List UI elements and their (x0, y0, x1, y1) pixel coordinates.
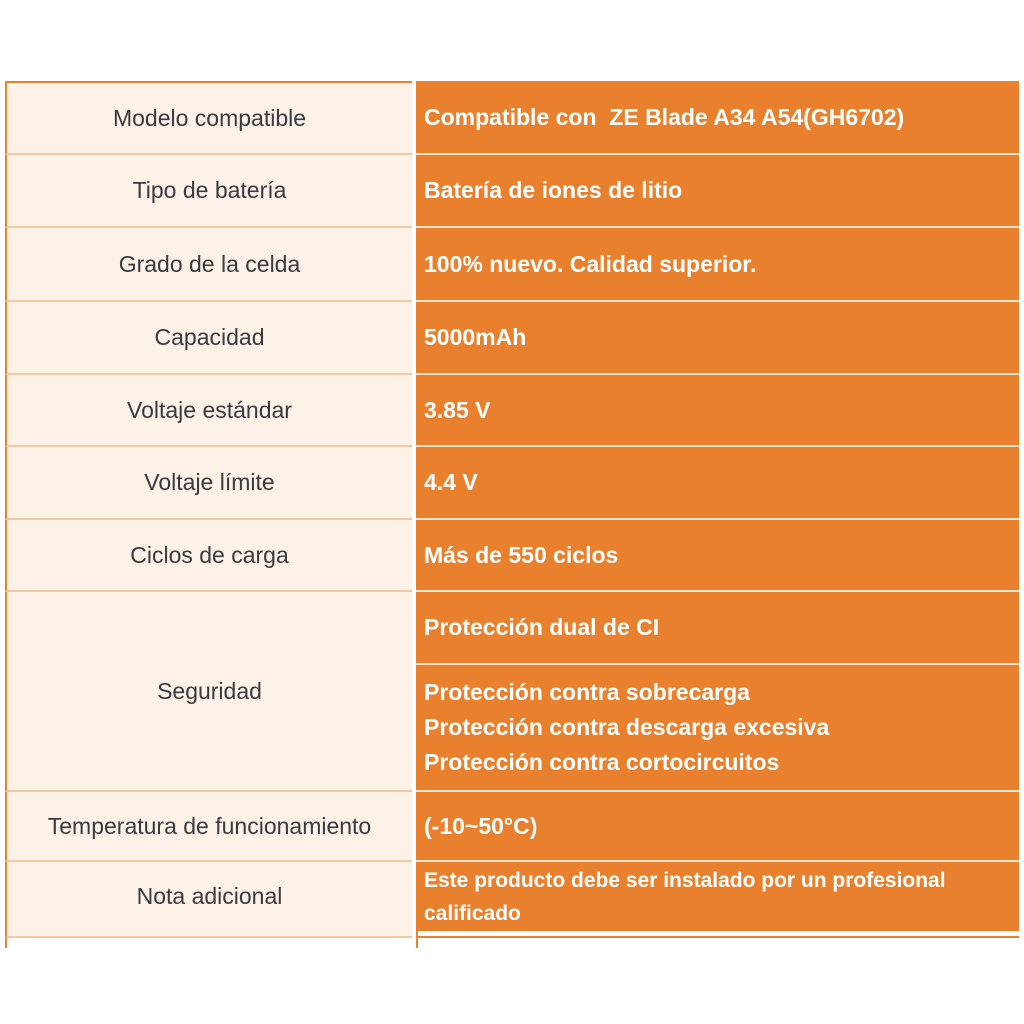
spec-value-column (416, 447, 1019, 520)
spec-value-cell (416, 81, 1019, 155)
spec-value-column (416, 155, 1019, 228)
spec-value-line: 3.85 V (424, 396, 491, 423)
spec-value-column (416, 862, 1019, 931)
table-left-border-stub (5, 938, 7, 948)
table-row-nota (5, 862, 1019, 931)
spec-label-cell (5, 862, 412, 931)
table-row-grado (5, 228, 1019, 302)
spec-value-line: Protección contra cortocircuitos (424, 749, 780, 775)
spec-label: Voltaje límite (144, 469, 275, 495)
spec-label-cell (5, 792, 412, 862)
spec-value-cell (416, 228, 1019, 302)
bottom-left-cell (5, 931, 412, 938)
spec-label: Seguridad (157, 677, 262, 704)
spec-label: Modelo compatible (112, 104, 307, 131)
spec-value-column (416, 592, 1019, 792)
spec-table (5, 81, 1019, 948)
spec-value-cell (416, 665, 1019, 792)
spec-label: Temperatura de funcionamiento (47, 812, 372, 839)
spec-value-cell (416, 592, 1019, 665)
table-row-seguridad (5, 592, 1019, 792)
spec-value-line: (-10~50°C) (424, 812, 538, 839)
spec-value-column (416, 375, 1019, 447)
table-row-voltaje-estandar (5, 375, 1019, 447)
spec-value-line: Protección contra descarga excesiva (424, 714, 830, 740)
spec-label-cell (5, 375, 412, 447)
spec-value-line: 100% nuevo. Calidad superior. (424, 250, 757, 277)
spec-value-line: Batería de iones de litio (424, 177, 683, 203)
spec-value-line: Protección contra sobrecarga (424, 679, 750, 705)
table-bottom-border-row (5, 931, 1019, 938)
spec-value-line: Compatible con ZE Blade A34 A54(GH6702) (424, 103, 905, 130)
spec-label: Ciclos de carga (130, 541, 289, 568)
spec-value-cell (416, 155, 1019, 228)
table-row-tipo (5, 155, 1019, 228)
spec-value-column (416, 228, 1019, 302)
spec-value-cell (416, 375, 1019, 447)
spec-label-cell (5, 520, 412, 592)
spec-label-cell (5, 592, 412, 792)
spec-label-cell (5, 81, 412, 155)
spec-label-cell (5, 228, 412, 302)
spec-label: Grado de la celda (118, 250, 301, 277)
spec-value-cell (416, 302, 1019, 375)
spec-value-line: Este producto debe ser instalado por un profesional (424, 868, 946, 892)
spec-value-cell (416, 792, 1019, 862)
border-stub-strip (5, 938, 1019, 948)
spec-label-cell (5, 302, 412, 375)
spec-value-line: Más de 550 ciclos (424, 541, 619, 568)
spec-label-cell (5, 447, 412, 520)
spec-label: Tipo de batería (132, 177, 287, 203)
spec-value-line: 5000mAh (424, 324, 527, 350)
table-row-capacidad (5, 302, 1019, 375)
spec-value-column (416, 792, 1019, 862)
spec-label: Capacidad (154, 324, 265, 350)
table-row-temperatura (5, 792, 1019, 862)
bottom-right-cell (416, 931, 1019, 938)
spec-value-cell (416, 447, 1019, 520)
spec-value-column (416, 302, 1019, 375)
spec-value-cell (416, 862, 1019, 931)
spec-label: Nota adicional (136, 883, 283, 909)
spec-value-line: calificado (424, 901, 521, 925)
spec-value-column (416, 520, 1019, 592)
spec-label: Voltaje estándar (127, 396, 292, 423)
spec-label-cell (5, 155, 412, 228)
table-row-ciclos (5, 520, 1019, 592)
table-row-modelo (5, 81, 1019, 155)
table-row-voltaje-limite (5, 447, 1019, 520)
spec-value-line: 4.4 V (424, 469, 478, 495)
spec-value-cell (416, 520, 1019, 592)
column-divider-stub (416, 938, 418, 948)
spec-value-column (416, 81, 1019, 155)
spec-value-line: Protección dual de CI (424, 614, 660, 640)
